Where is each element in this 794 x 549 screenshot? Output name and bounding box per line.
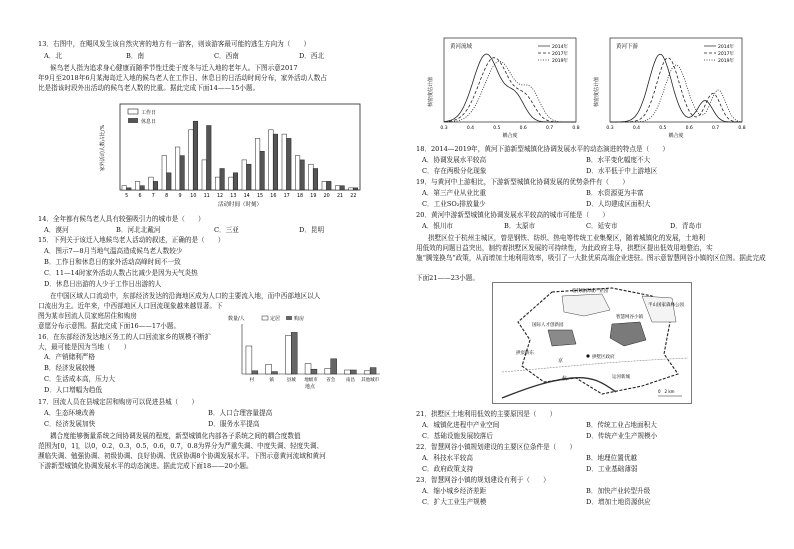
bar-workday-7 xyxy=(149,177,154,190)
bar-restday-14 xyxy=(247,164,252,190)
return-migrant-bar-chart xyxy=(224,312,384,392)
bar-settle-村 xyxy=(246,346,252,374)
q22-option-d[interactable]: D．工业基础薄弱 xyxy=(586,465,638,473)
q20-option-d[interactable]: D．青岛市 xyxy=(670,222,702,230)
bar-settle-南昌 xyxy=(345,370,351,374)
legend-label-2019年: 2019年 xyxy=(552,59,568,64)
chart4-xlabel: 耦合度 xyxy=(668,133,684,139)
q18-option-d[interactable]: D．水平低于中上游地区 xyxy=(586,167,658,175)
density-curve-2017年 xyxy=(610,58,742,122)
bar-restday-9 xyxy=(180,156,185,190)
map-label-industrial-park: 临钱塘新城产业园 xyxy=(572,289,608,294)
x-tick-label-6: 6 xyxy=(138,194,142,199)
x-tick-label-0.6: 0.6 xyxy=(519,126,527,131)
bar-workday-14 xyxy=(242,160,247,190)
x-tick-label-省会: 省会 xyxy=(326,378,336,383)
q13-option-c[interactable]: C．西南 xyxy=(214,52,239,60)
bar-restday-20 xyxy=(327,181,332,190)
q13-option-b[interactable]: B．南 xyxy=(126,52,145,60)
passage1-line3: 比是指该时段外出活动的候鸟老人数的比重。据此完成下面14——15小题。 xyxy=(38,84,260,92)
passage3-line4: 下游新型城镇化协调发展水平的动态演进。据此完成下面18——20小题。 xyxy=(38,462,253,470)
legend-label-2017年: 2017年 xyxy=(552,52,568,57)
passage2-line2-text: 口流出为主。近年来，中西部地区人口回流现象越来越显著。下图为某市回流人员家庭居住和购房 xyxy=(38,302,223,320)
x-tick-label-11: 11 xyxy=(203,194,210,199)
q19-stem: 19．与黄河中上游相比，下游新型城镇化协调发展的优势条件有（ ） xyxy=(416,178,629,186)
bar-workday-6 xyxy=(135,181,140,190)
density-curve-2014年 xyxy=(444,54,576,122)
q18-stem: 18．2014—2019年，黄河下游新型城镇化协调发展水平的动态演进的特点是（ ） xyxy=(416,145,669,153)
q23-option-a[interactable]: A．缩小城乡经济差距 xyxy=(422,487,487,495)
q15-option-b[interactable]: B．工作日和休息日的家外活动高峰时间不一致 xyxy=(44,258,181,266)
bar-workday-13 xyxy=(229,177,234,190)
map-scale-label: 0 2 km xyxy=(658,389,675,394)
x-tick-label-15: 15 xyxy=(256,194,264,199)
bar-workday-12 xyxy=(215,177,220,190)
q13-option-d[interactable]: D．西北 xyxy=(299,52,325,60)
q23-stem: 23．智慧网谷小镇的规划建设有利于（ ） xyxy=(416,476,550,484)
legend-label-2014年: 2014年 xyxy=(552,45,568,50)
legend-swatch-settle xyxy=(262,316,268,320)
q14-stem: 14．全年都有候鸟老人具有较强吸引力的城市是（ ） xyxy=(38,215,205,223)
x-tick-label-镇: 镇 xyxy=(269,378,274,383)
bar-restday-13 xyxy=(233,173,238,190)
q20-stem: 20．黄河中游新型城镇化协调发展水平较高的城市可能是（ ） xyxy=(416,211,610,219)
bar-restday-15 xyxy=(260,151,265,190)
q22-option-a[interactable]: A．科技水平较高 xyxy=(422,454,473,462)
bar-settle-镇 xyxy=(266,364,272,374)
x-tick-label-16: 16 xyxy=(270,194,277,199)
legend-label-2014年: 2014年 xyxy=(718,45,734,50)
map-label-government: 拱墅区政府 xyxy=(592,355,615,360)
density-curve-2014年 xyxy=(610,54,742,122)
passage4-line2: 用低效的问题日益突出，制约着拱墅区发展的可持续性，为此政府主导，拱墅区提出低效用地整治，实 xyxy=(416,244,713,252)
bar-buy-其他城市 xyxy=(370,368,376,374)
x-tick-label-5: 5 xyxy=(125,194,129,199)
q20-option-a[interactable]: A．银川市 xyxy=(422,222,454,230)
chart1-ylabel: 家外活动人数占比/% xyxy=(100,124,106,172)
x-tick-label-0.3: 0.3 xyxy=(606,126,614,131)
x-tick-label-9: 9 xyxy=(178,194,182,199)
bar-workday-9 xyxy=(175,147,180,190)
x-tick-label-0.5: 0.5 xyxy=(659,126,667,131)
map-label-talent-park: 国际人才创新园 xyxy=(532,323,564,328)
x-tick-label-20: 20 xyxy=(323,194,330,199)
x-tick-label-18: 18 xyxy=(296,194,304,199)
q16-option-b[interactable]: B．经济发展较慢 xyxy=(44,364,96,372)
q21-option-a[interactable]: A．城镇化进程中产业空间 xyxy=(422,421,500,429)
q22-option-c[interactable]: C．政府政策支持 xyxy=(422,465,474,473)
x-tick-label-13: 13 xyxy=(230,194,237,199)
bar-workday-15 xyxy=(255,138,260,190)
map-label-hang: 杭 xyxy=(562,376,568,382)
bar-restday-21 xyxy=(340,186,345,190)
q17-option-d[interactable]: D．服务水平提高 xyxy=(208,420,260,428)
bar-settle-地级市 xyxy=(305,364,311,374)
x-tick-label-0.7: 0.7 xyxy=(546,126,554,131)
bar-settle-其他城市 xyxy=(364,371,370,374)
chart2-title: 数量/人 xyxy=(228,316,245,322)
legend-swatch-buy xyxy=(286,316,292,320)
gongshu-location-map xyxy=(492,282,692,404)
chart3-ylabel: 核密度估计值 xyxy=(428,76,434,108)
x-tick-label-其他城市: 其他城市 xyxy=(361,378,380,383)
legend-label-2019年: 2019年 xyxy=(718,59,734,64)
bar-restday-8 xyxy=(167,173,172,190)
chart1-frame xyxy=(120,104,360,190)
passage4-line1: 拱墅区位于杭州主城区，曾是钢铁、纺织、热电等传统工业集聚区，随着城镇化的发展，土地利 xyxy=(428,234,705,242)
q17-stem: 17．回流人员在县城定居和购房可以促进县城（ ） xyxy=(38,398,199,406)
q14-option-b[interactable]: B．河北北戴河 xyxy=(116,226,161,234)
legend-label-restday: 休息日 xyxy=(141,119,157,125)
passage2-line1: 在中国区域人口流动中，东部经济发达的沿海地区成为人口的主要流入地，而中西部地区以人 xyxy=(50,292,321,300)
bar-workday-17 xyxy=(282,134,287,190)
bar-restday-22 xyxy=(353,188,358,190)
q15-stem: 15．下列关于该迁入地候鸟老人活动的叙述，正确的是（ ） xyxy=(38,236,225,244)
q22-stem: 22．智慧网谷小镇规划建设的主要区位条件是（ ） xyxy=(416,443,577,451)
x-tick-label-县城: 县城 xyxy=(286,378,296,383)
q16-option-a[interactable]: A．产销储利严格 xyxy=(44,353,95,361)
bar-restday-7 xyxy=(153,181,158,190)
bar-buy-南昌 xyxy=(350,370,356,374)
x-tick-label-10: 10 xyxy=(190,194,197,199)
x-tick-label-0.5: 0.5 xyxy=(493,126,501,131)
q20-option-c[interactable]: C．延安市 xyxy=(586,222,618,230)
bar-workday-21 xyxy=(335,186,340,190)
q23-option-c[interactable]: C．扩大工业生产规模 xyxy=(422,498,487,506)
bar-workday-20 xyxy=(322,181,327,190)
x-tick-label-0.3: 0.3 xyxy=(440,126,448,131)
chart4-ylabel: 核密度估计值 xyxy=(594,76,600,108)
density-chart-basin xyxy=(426,32,586,140)
passage3-line2: 范围为[0，1]，以0，0.2，0.3，0.5，0.6，0.7，0.8为界分为严重失调、中度失调、轻度失调、 xyxy=(38,442,324,450)
density-curve-2019年 xyxy=(610,65,742,122)
legend-label-buy: 购房 xyxy=(294,316,305,322)
q14-option-d[interactable]: D．昆明 xyxy=(299,226,325,234)
bar-restday-19 xyxy=(313,169,318,191)
legend-label-2017年: 2017年 xyxy=(718,52,734,57)
bar-workday-8 xyxy=(162,156,167,190)
q16-option-c[interactable]: C．生活成本高，压力大 xyxy=(44,375,115,383)
x-tick-label-14: 14 xyxy=(243,194,250,199)
bar-restday-11 xyxy=(207,126,212,191)
map-label-jing: 京 xyxy=(558,358,564,364)
q17-option-c[interactable]: C．经济发展加快 xyxy=(44,420,96,428)
government-marker-icon xyxy=(586,354,589,357)
bar-restday-6 xyxy=(140,186,145,190)
density-chart-lower xyxy=(592,32,752,140)
passage1-line1: 候鸟老人指为追求身心健康而随季节性迁徙于度冬与迁入地的老年人。下图示意2017 xyxy=(50,64,298,72)
talent-park-area xyxy=(548,330,576,346)
q15-option-a[interactable]: A．图示7—8月当地气温高造成候鸟老人数较少 xyxy=(44,247,183,255)
q21-option-d[interactable]: D．传统产业生产规模小 xyxy=(586,432,658,440)
q17-option-b[interactable]: B．人口合理容量提高 xyxy=(208,409,273,417)
passage3-line1: 耦合度能够衡量系统之间协调发展的程度，新型城镇化内部各子系统之间的耦合度数值 xyxy=(50,432,301,440)
passage4-line3: 施“腾笼换鸟”政策，从而增加土地利用效率，吸引了一大批优质高端企业进驻。图示意智慧网谷小镇的区位图。据此完成 xyxy=(416,254,766,262)
q17-option-a[interactable]: A．生态环境改善 xyxy=(44,409,95,417)
bar-buy-省会 xyxy=(331,359,337,374)
q18-option-c[interactable]: C．存在两极分化现象 xyxy=(422,167,487,175)
q15-option-c[interactable]: C．11—14时家外活动人数占比减少是因为天气炎热 xyxy=(44,269,198,277)
map-label-smart-valley: 智慧网谷小镇 xyxy=(616,315,643,320)
bar-buy-地级市 xyxy=(311,369,317,374)
chart1-xlabel: 活动时间（时刻） xyxy=(217,202,263,208)
x-tick-label-22: 22 xyxy=(350,194,357,199)
x-tick-label-8: 8 xyxy=(165,194,169,199)
bar-workday-16 xyxy=(269,130,274,190)
x-tick-label-0.7: 0.7 xyxy=(712,126,720,131)
q22-option-b[interactable]: B．地理位置优越 xyxy=(586,454,638,462)
chart1-legend xyxy=(128,109,156,125)
x-tick-label-村: 村 xyxy=(249,378,255,383)
q20-option-b[interactable]: B．太原市 xyxy=(504,222,536,230)
bar-restday-18 xyxy=(300,160,305,190)
chart3-xlabel: 耦合度 xyxy=(502,133,518,139)
bar-buy-县城 xyxy=(291,332,297,374)
x-tick-label-21: 21 xyxy=(336,194,344,199)
q19-option-d[interactable]: D．人均建成区面积大 xyxy=(586,200,651,208)
q19-option-c[interactable]: C．工业SO₂排放量少 xyxy=(422,200,486,208)
bar-buy-村 xyxy=(252,371,258,374)
bar-workday-10 xyxy=(189,130,194,190)
passage4-line4: 下面21——23小题。 xyxy=(416,274,479,282)
legend-label-workday: 工作日 xyxy=(141,110,157,116)
x-tick-label-0.6: 0.6 xyxy=(685,126,693,131)
q19-option-a[interactable]: A．第三产业从业比重 xyxy=(422,189,487,197)
x-tick-label-7: 7 xyxy=(151,194,155,199)
chart4-title: 黄河下游 xyxy=(616,44,639,50)
x-tick-label-地级市: 地级市 xyxy=(304,378,318,383)
q13-stem: 13．右图中，在飓风发生该自然灾害的地方有一游客，则该游客最可能的逃生方向为（ ） xyxy=(38,40,311,48)
x-tick-label-17: 17 xyxy=(283,194,290,199)
density-curve-2019年 xyxy=(444,61,576,122)
q18-option-b[interactable]: B．水平变化幅度不大 xyxy=(586,156,651,164)
passage3-line3: 濒临失调、勉强协调、初级协调、良好协调、优质协调8个协调发展水平。下图示意黄河流域和黄河 xyxy=(38,452,326,460)
x-tick-label-12: 12 xyxy=(216,194,224,199)
bar-restday-17 xyxy=(287,138,292,190)
map-label-east: 拱宸桥东 xyxy=(516,351,534,356)
passage1-line2: 年9月至2018年6月某海岛迁入地的候鸟老人在工作日、休息日的日活动时间分布，家外活动人数占 xyxy=(38,74,327,82)
q18-option-a[interactable]: A．协调发展水平较高 xyxy=(422,156,487,164)
q21-option-b[interactable]: B．传统工业占地面积大 xyxy=(586,421,657,429)
x-tick-label-0.4: 0.4 xyxy=(632,126,640,131)
x-tick-label-0.4: 0.4 xyxy=(466,126,474,131)
density-curve-2017年 xyxy=(444,58,576,122)
q21-option-c[interactable]: C．基础设施发展较落后 xyxy=(422,432,493,440)
bar-settle-县城 xyxy=(285,336,291,374)
legend-label-settle: 定居 xyxy=(270,316,281,322)
bar-buy-镇 xyxy=(272,372,278,374)
bar-workday-11 xyxy=(202,160,207,190)
q13-option-a[interactable]: A．北 xyxy=(44,52,62,60)
activity-bar-chart xyxy=(98,100,368,210)
x-tick-label-0.8: 0.8 xyxy=(738,126,746,131)
q23-option-b[interactable]: B．加快产业转型升级 xyxy=(586,487,651,495)
bar-settle-省会 xyxy=(325,368,331,374)
q19-option-b[interactable]: B．水资源更为丰富 xyxy=(586,189,644,197)
bar-restday-12 xyxy=(220,169,225,191)
q14-option-c[interactable]: C．三亚 xyxy=(214,226,239,234)
map-label-canal-city: 运河新城 xyxy=(612,375,630,380)
bar-workday-5 xyxy=(122,186,127,190)
bar-workday-18 xyxy=(295,156,300,190)
q16-option-d[interactable]: D．人口增幅为趋低 xyxy=(44,386,103,394)
bar-restday-5 xyxy=(127,188,132,190)
x-tick-label-南昌: 南昌 xyxy=(345,378,355,383)
q23-option-d[interactable]: D．增加土地资源供应 xyxy=(586,498,651,506)
bar-workday-19 xyxy=(309,164,314,190)
bar-workday-22 xyxy=(349,188,354,190)
legend-swatch-workday xyxy=(128,109,138,114)
q14-option-a[interactable]: A．漠河 xyxy=(44,226,69,234)
x-tick-label-0.8: 0.8 xyxy=(572,126,580,131)
map-label-forest-park: 半山国家森林公园 xyxy=(648,303,684,308)
bar-restday-16 xyxy=(273,134,278,190)
chart2-xlabel: 地点 xyxy=(304,384,316,390)
legend-swatch-restday xyxy=(128,118,138,123)
passage2-line3-text: 意愿分布示意图。据此完成下面16——17小题。 xyxy=(38,322,181,330)
chart3-title: 黄河流域 xyxy=(450,44,473,50)
q16-stem: 16．在东部经济发达地区务工的人口回流家乡的规模不断扩大，最可能是因为当地（ ） xyxy=(38,333,212,351)
bar-restday-10 xyxy=(193,121,198,190)
x-tick-label-19: 19 xyxy=(310,194,317,199)
q21-stem: 21．拱墅区土地利用低效的主要原因是（ ） xyxy=(416,410,557,418)
q15-option-d[interactable]: D．休息日出游的人少于工作日出游的人 xyxy=(44,280,162,288)
